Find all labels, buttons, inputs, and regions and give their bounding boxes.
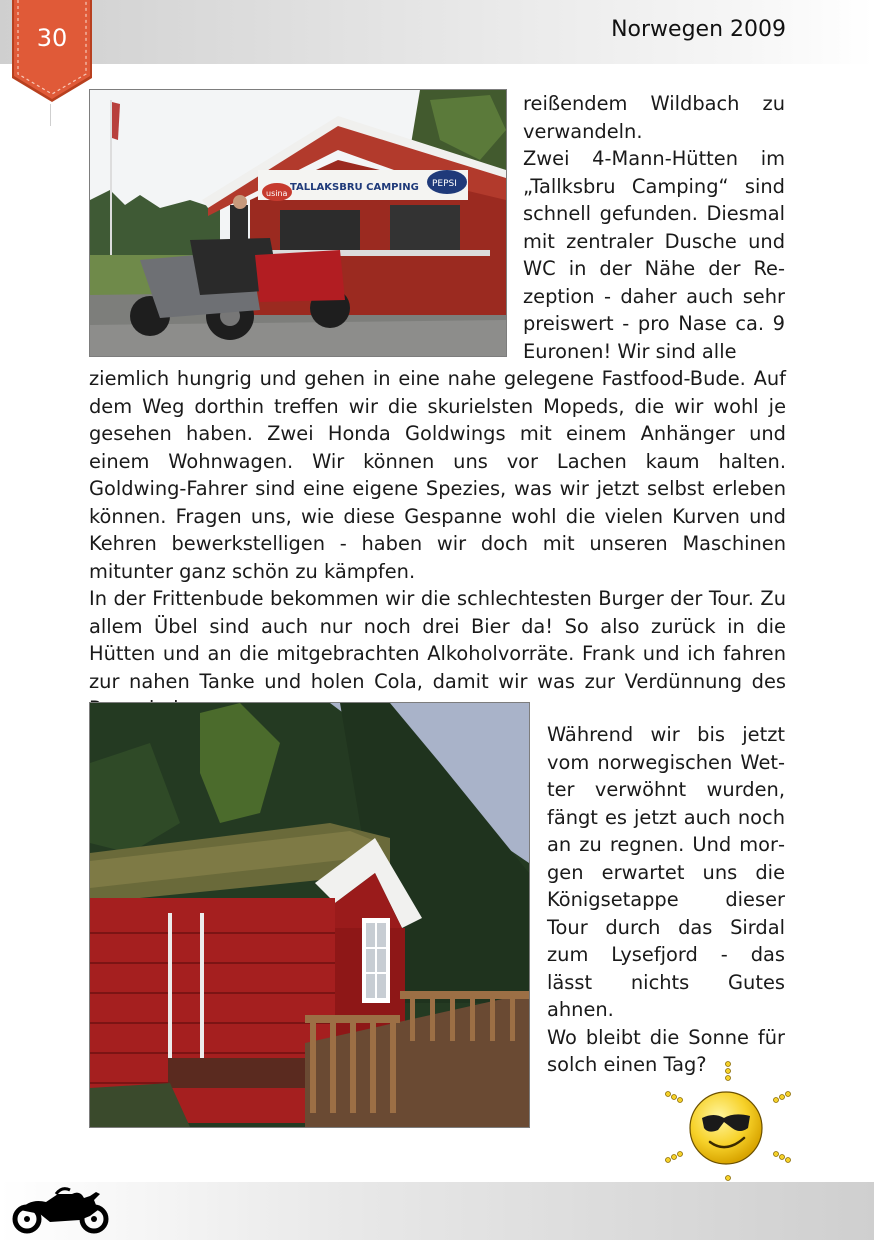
page-number: 30 <box>36 24 68 52</box>
paragraph: Während wir bis jetzt vom norwegischen Wetter verwöhnt wurden, fängt es jetzt auch noch an zu regnen. Und morgen erwartet uns die Königsetappe dieser Tour durch das Sirdal zum Lysefjord - das lässt nichts Gutes ahnen. <box>547 723 785 1021</box>
text-column-top <box>523 90 785 365</box>
paragraph: reißendem Wildbach zu verwandeln. <box>523 92 785 143</box>
sign-text: TALLAKSBRU CAMPING <box>290 182 419 193</box>
photo-red-hut <box>89 702 530 1128</box>
motorcycle-icon <box>10 1186 110 1238</box>
page-title: Norwegen 2009 <box>611 17 786 42</box>
paragraph: Zwei 4-Mann-Hütten im „Tallksbru Camping“ sind schnell gefunden. Diesmal mit zentraler Dusche und WC in der Nähe der Rezeption - daher auch sehr preiswert - pro Nase ca. 9 Euronen! Wir sind alle <box>523 147 785 363</box>
photo-camping-kiosk <box>89 89 507 357</box>
smiling-sun-sunglasses-icon <box>658 1058 798 1202</box>
sign-brand-left: usina <box>266 189 288 198</box>
sign-brand-right: PEPSI <box>432 179 457 189</box>
text-column-bottom <box>547 721 785 1079</box>
badge-divider <box>50 104 51 126</box>
paragraph-frittenbude: In der Frittenbude bekommen wir die schlechtesten Burger der Tour. Zu allem Übel sind auch nur noch drei Bier da! So also zurück in die Hütten und an die mitgebrachten Alkoholvorräte. Frank und ich fahren zur nahen Tanke und holen Cola, damit wir was zur Verdünnung des <box>89 587 786 693</box>
footer-bar <box>0 1182 874 1240</box>
page-number-badge <box>12 0 92 104</box>
paragraph-continuation: ziemlich hungrig und gehen in eine nahe gelegene Fastfood-Bude. Auf dem Weg dorthin treffen wir die skurielsten Mopeds, die wir wohl je gesehen haben. Zwei Honda Goldwings mit einem Anhänger und einem Wohnwagen. Wir können uns vor Lachen kaum halten. Goldwing-Fahrer sind eine eigene Spezies, was wir jetzt selbst erleben können. Fragen uns, wie diese Gespanne wohl die vielen Kurven und Kehren bewerkstelligen - haben wir doch mit unseren Maschinen mitunter ganz schön zu kämpfen. <box>89 367 786 583</box>
paragraph: Wo bleibt die Sonne für solch einen Tag? <box>547 1025 785 1076</box>
